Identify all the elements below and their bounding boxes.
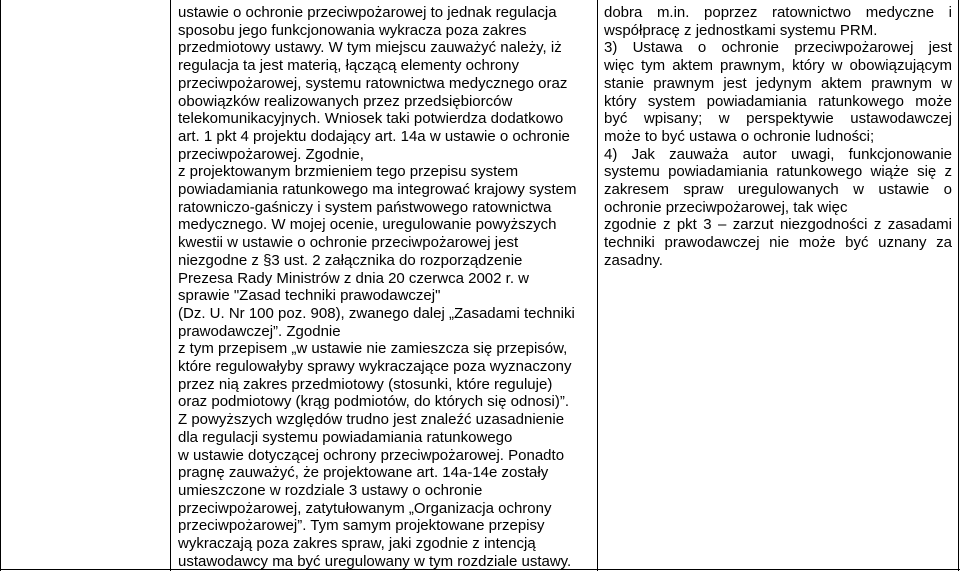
response-text-line: 3) Ustawa o ochronie przeciwpożarowej jest	[604, 39, 952, 57]
comment-text-line: przeciwpożarowej, systemu ratownictwa medycznego oraz	[178, 74, 568, 92]
comment-text-line: prawodawczej”. Zgodnie	[178, 322, 341, 340]
comment-text-line: sprawie "Zasad techniki prawodawczej"	[178, 287, 441, 305]
response-text-line: współpracę z jednostkami systemu PRM.	[604, 21, 878, 39]
response-text-line: techniki prawodawczej nie może być uznany za	[604, 234, 952, 252]
comment-text-line: które regulowałyby sprawy wykraczające poza wyznaczony	[178, 358, 572, 375]
comment-text-line: art. 1 pkt 4 projektu dodający art. 14a w ustawie o ochronie	[178, 127, 570, 145]
comment-text-line: (Dz. U. Nr 100 poz. 908), zwanego dalej „Zasadami techniki	[178, 304, 575, 322]
comment-text-line: Prezesa Rady Ministrów z dnia 20 czerwca 2002 r. w	[178, 269, 529, 287]
comment-text-line: przeciwpożarowej. Zgodnie,	[178, 145, 364, 163]
comment-text-line: ustawodawcy ma być uregulowany w tym rozdziale ustawy.	[178, 552, 572, 570]
response-text-line: stanie prawnym jest jedynym aktem prawnym w	[604, 74, 952, 92]
comment-text-line: ratowniczo-gaśniczy i system państwowego ratownictwa	[178, 198, 552, 216]
comment-text-line: przeciwpożarowej”. Tym samym projektowane przepisy	[178, 517, 545, 535]
table-border-right	[958, 0, 959, 571]
comment-text-line: wykraczają poza zakres spraw, jaki zgodnie z intencją	[178, 535, 536, 552]
comment-text-line: obowiązków realizowanych przez przedsiębiorców	[178, 92, 513, 110]
response-text-line: 4) Jak zauważa autor uwagi, funkcjonowanie	[604, 145, 952, 163]
response-text-line: być wpisany; w perspektywie ustawodawczej	[604, 110, 952, 128]
table-divider-1	[170, 0, 171, 571]
comment-text-line: ustawie o ochronie przeciwpożarowej to jednak regulacja	[178, 4, 557, 21]
comment-text-line: przedmiotowy ustawy. W tym miejscu zauważyć należy, iż	[178, 39, 562, 57]
response-text-line: dobra m.in. poprzez ratownictwo medyczne i	[604, 4, 952, 21]
response-text-line: zasadny.	[604, 251, 663, 269]
comment-text-line: sposobu jego funkcjonowania wykracza poza zakres	[178, 21, 527, 39]
comment-text-line: regulacja ta jest materią, łączącą elementy ochrony	[178, 57, 520, 75]
response-text-line: więc tym aktem prawnym, który w obowiązującym	[604, 57, 952, 75]
response-text-line: systemu powiadamiania ratunkowego wiąże się z	[604, 163, 952, 181]
empty-first-column-cell	[1, 4, 169, 564]
comment-text-line: z projektowanym brzmieniem tego przepisu system	[178, 163, 519, 181]
comment-text-line: dla regulacji systemu powiadamiania ratunkowego	[178, 428, 513, 446]
response-text-line: ochronie przeciwpożarowej, tak więc	[604, 198, 848, 216]
comment-text-line: pragnę zauważyć, że projektowane art. 14a-14e zostały	[178, 464, 549, 482]
comment-text-line: umieszczone w rozdziale 3 ustawy o ochronie	[178, 481, 483, 499]
comment-text-line: kwestii w ustawie o ochronie przeciwpożarowej jest	[178, 234, 519, 252]
comment-text-line: przez nią zakres przedmiotowy (stosunki, które reguluje)	[178, 375, 553, 393]
comment-text-line: niezgodne z §3 ust. 2 załącznika do rozporządzenie	[178, 251, 523, 269]
comment-text-line: w ustawie dotyczącej ochrony przeciwpożarowej. Ponadto	[178, 446, 565, 464]
response-text-line: zakresem spraw uregulowanych w ustawie o	[604, 181, 952, 198]
response-text-line: może to być ustawa o ochronie ludności;	[604, 127, 875, 145]
comment-text-line: medycznego. W mojej ocenie, uregulowanie powyższych	[178, 216, 557, 234]
comment-text-line: telekomunikacyjnych. Wniosek taki potwierdza dodatkowo	[178, 110, 564, 128]
response-text-line: zgodnie z pkt 3 – zarzut niezgodności z zasadami	[604, 216, 952, 234]
response-text-line: który system powiadamiania ratunkowego może	[604, 92, 952, 110]
comment-text-line: oraz podmiotowy (krąg podmiotów, do których się odnosi)”.	[178, 393, 570, 411]
comment-text-line: przeciwpożarowej, zatytułowanym „Organizacja ochrony	[178, 499, 552, 517]
table-divider-2	[597, 0, 598, 571]
comment-text-line: Z powyższych względów trudno jest znaleźć uzasadnienie	[178, 411, 565, 429]
comment-text-line: z tym przepisem „w ustawie nie zamieszcza się przepisów,	[178, 340, 568, 358]
comment-text-line: powiadamiania ratunkowego ma integrować krajowy system	[178, 181, 577, 198]
